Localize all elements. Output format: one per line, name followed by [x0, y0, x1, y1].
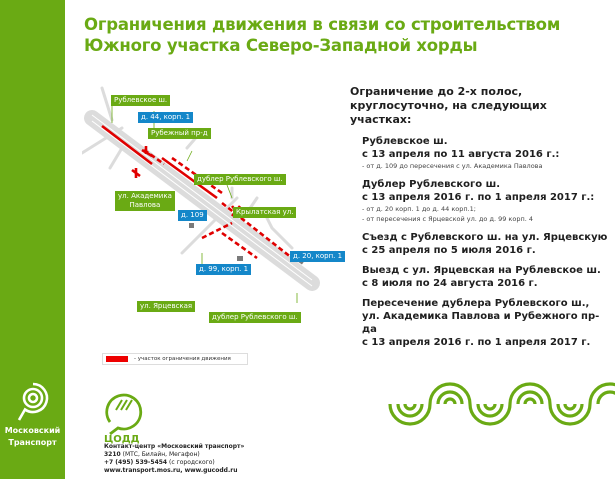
moscow-transport-logo	[0, 380, 65, 448]
title-line-1: Ограничения движения в связи со строительством	[84, 15, 561, 34]
section-title: Выезд с ул. Ярцевская на Рублевское ш.	[362, 265, 601, 276]
label-rubezhny: Рубежный пр-д	[148, 128, 211, 139]
label-d44: д. 44, корп. 1	[138, 112, 193, 123]
label-krylatskaya: Крылатская ул.	[233, 207, 296, 218]
decorative-wave-pattern	[388, 380, 615, 432]
moscow-transport-name-2: Транспорт	[8, 438, 57, 447]
section-intersection	[362, 297, 612, 349]
legend-swatch	[106, 356, 128, 362]
green-sidebar	[0, 0, 65, 479]
label-d99: д. 99, корп. 1	[196, 264, 251, 275]
section-rublevskoe	[362, 135, 612, 171]
section-exit-yartsevskaya	[362, 231, 612, 257]
section-note: - от д. 109 до пересечения с ул. Академика Павлова	[362, 162, 543, 170]
section-dubler	[362, 178, 612, 224]
section-note: - от пересечения с Ярцевской ул. до д. 99 корп. 4	[362, 215, 533, 223]
label-dubler-2: дублер Рублевского ш.	[209, 312, 301, 323]
heading-line-2: круглосуточно, на следующих участках:	[350, 99, 547, 126]
section-title: Пересечение дублера Рублевского ш.,	[362, 298, 590, 309]
short-number: 3210	[104, 451, 121, 458]
label-dubler-1: дублер Рублевского ш.	[194, 174, 286, 185]
page-title	[84, 14, 604, 56]
road-map	[82, 78, 343, 338]
websites: www.transport.mos.ru, www.gucodd.ru	[104, 467, 238, 474]
restrictions-panel	[350, 85, 612, 356]
label-d20: д. 20, корп. 1	[290, 251, 345, 262]
label-d109: д. 109	[178, 210, 207, 221]
legend-text: - участок ограничения движения	[134, 356, 231, 362]
section-dates: с 13 апреля 2016 г. по 1 апреля 2017 г.:	[362, 192, 595, 203]
section-dates: с 13 апреля 2016 г. по 1 апреля 2017 г.	[362, 337, 591, 348]
label-yartsevskaya: ул. Ярцевская	[137, 301, 195, 312]
label-akademika-pavlova	[115, 191, 175, 211]
label-akademika-line2: Павлова	[129, 201, 161, 209]
codd-logo	[104, 384, 144, 445]
moscow-transport-logo-icon	[13, 380, 53, 424]
phone-number-note: (с городского)	[167, 459, 215, 466]
section-dates: с 8 июля по 24 августа 2016 г.	[362, 278, 538, 289]
section-title: Рублевское ш.	[362, 136, 448, 147]
moscow-transport-name-1: Московский	[4, 426, 61, 435]
contact-info	[104, 443, 304, 475]
short-number-note: (МТС, Билайн, Мегафон)	[120, 451, 200, 458]
heading-line-1: Ограничение до 2-х полос,	[350, 85, 523, 98]
section-title: Дублер Рублевского ш.	[362, 179, 500, 190]
section-title: Съезд с Рублевского ш. на ул. Ярцевскую	[362, 232, 608, 243]
label-rublevskoe: Рублевское ш.	[111, 95, 170, 106]
section-dates: с 13 апреля по 11 августа 2016 г.:	[362, 149, 560, 160]
section-note: - от д. 20 корп. 1 до д. 44 корп.1;	[362, 205, 476, 213]
restrictions-heading	[350, 85, 612, 127]
map-legend	[102, 353, 248, 365]
codd-name: ЦОДД	[104, 434, 140, 445]
section-entry-rublevskoe	[362, 264, 612, 290]
section-title-2: ул. Академика Павлова и Рубежного пр-да	[362, 311, 600, 335]
section-dates: с 25 апреля по 5 июля 2016 г.	[362, 245, 536, 256]
phone-number: +7 (495) 539-5454	[104, 459, 168, 466]
contact-center-label: Контакт-центр «Московский транспорт»	[104, 443, 245, 450]
label-akademika-line1: ул. Академика	[118, 192, 172, 200]
title-line-2: Южного участка Северо-Западной хорды	[84, 36, 478, 55]
codd-logo-icon	[104, 384, 144, 436]
